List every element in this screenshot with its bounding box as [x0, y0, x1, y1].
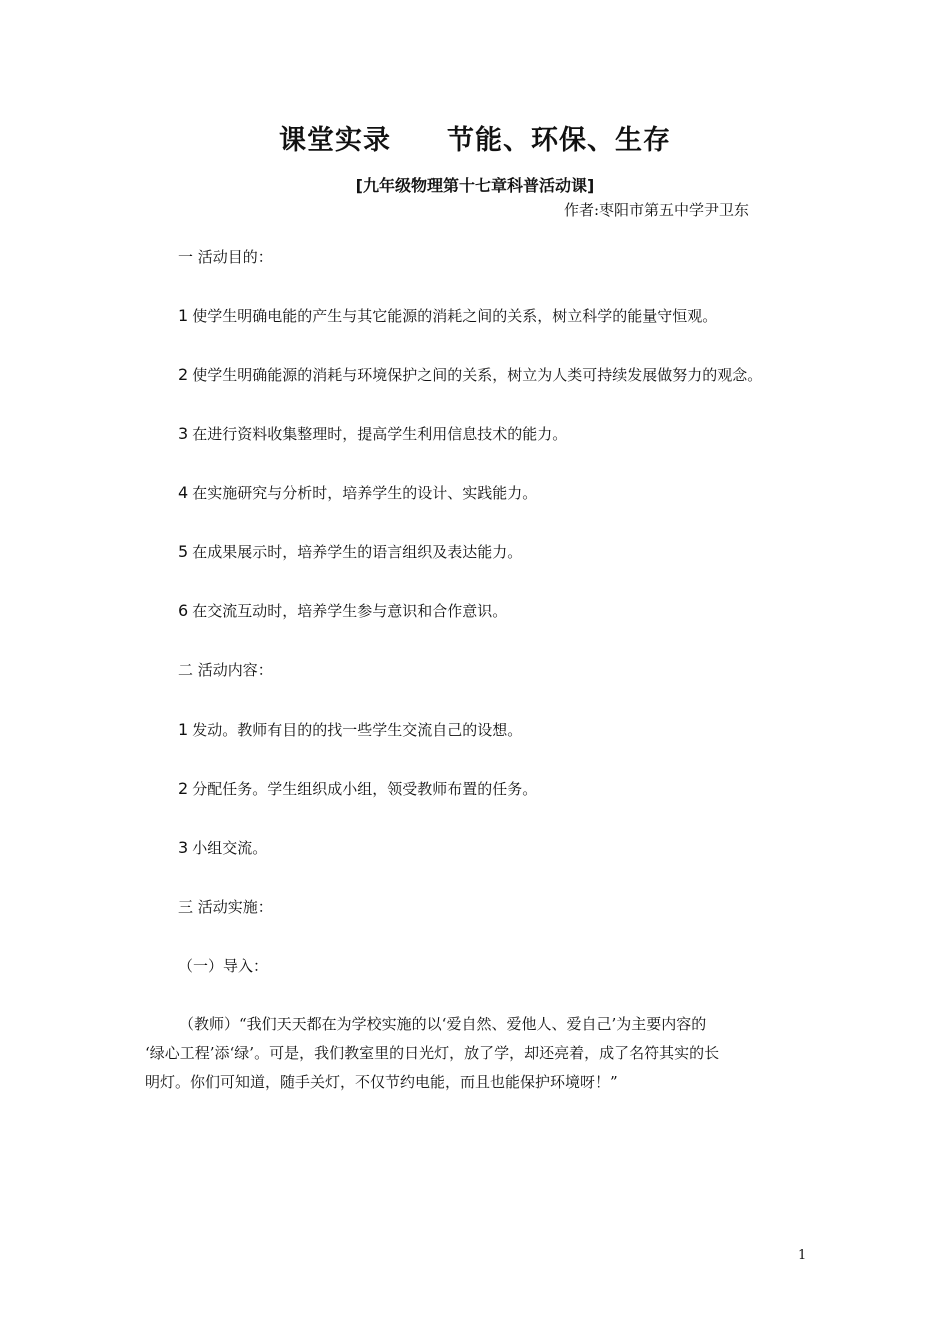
author-line: 作者:枣阳市第五中学尹卫东 [564, 201, 750, 219]
subsection-heading: （一）导入： [178, 957, 269, 975]
list-item: 3 小组交流。 [178, 838, 268, 857]
section-heading: 一 活动目的： [178, 248, 273, 266]
document-title: 课堂实录 节能、环保、生存 [279, 125, 671, 156]
list-item: 1 发动。教师有目的的找一些学生交流自己的设想。 [178, 720, 523, 739]
list-item: 2 使学生明确能源的消耗与环境保护之间的关系，树立为人类可持续发展做努力的观念。 [178, 365, 763, 384]
paragraph-line: ‘绿心工程’添‘绿’。可是，我们教室里的日光灯，放了学，却还亮着，成了名符其实的长 [145, 1044, 720, 1062]
list-item: 5 在成果展示时，培养学生的语言组织及表达能力。 [178, 542, 523, 561]
section-heading: 三 活动实施： [178, 898, 273, 916]
paragraph-line: （教师）“我们天天都在为学校实施的以‘爱自然、爱他人、爱自己’为主要内容的 [179, 1015, 707, 1033]
document-subtitle: [九年级物理第十七章科普活动课] [355, 176, 595, 195]
list-item: 2 分配任务。学生组织成小组，领受教师布置的任务。 [178, 779, 538, 798]
list-item: 1 使学生明确电能的产生与其它能源的消耗之间的关系，树立科学的能量守恒观。 [178, 306, 718, 325]
list-item: 4 在实施研究与分析时，培养学生的设计、实践能力。 [178, 483, 538, 502]
page-number: 1 [798, 1248, 807, 1263]
body-paragraph [145, 1010, 815, 1097]
paragraph-line: 明灯。你们可知道，随手关灯，不仅节约电能，而且也能保护环境呀！” [145, 1073, 618, 1091]
list-item: 6 在交流互动时，培养学生参与意识和合作意识。 [178, 601, 508, 620]
list-item: 3 在进行资料收集整理时，提高学生利用信息技术的能力。 [178, 424, 568, 443]
section-heading: 二 活动内容： [178, 661, 273, 679]
